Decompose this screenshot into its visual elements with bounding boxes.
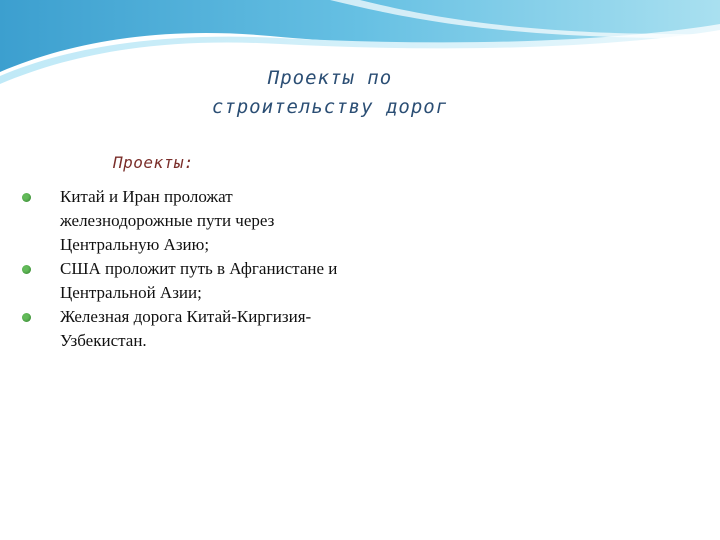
bullet-text-line: США проложит путь в Афганистане и xyxy=(60,259,338,278)
slide-subtitle: Проекты: xyxy=(113,153,195,172)
bullet-item xyxy=(22,305,422,353)
slide-title-line-1: Проекты по xyxy=(267,67,393,89)
bullet-list xyxy=(22,185,422,353)
slide-title xyxy=(150,64,510,122)
bullet-text-line: Китай и Иран проложат xyxy=(60,187,233,206)
bullet-dot-icon xyxy=(22,313,31,322)
bullet-text-line: Центральную Азию; xyxy=(60,235,210,254)
bullet-item xyxy=(22,185,422,257)
bullet-dot-icon xyxy=(22,193,31,202)
slide-title-line-2: строительству дорог xyxy=(211,96,449,118)
bullet-item xyxy=(22,257,422,305)
bullet-text-line: Железная дорога Китай-Киргизия- xyxy=(60,307,312,326)
bullet-dot-icon xyxy=(22,265,31,274)
bullet-text-line: Узбекистан. xyxy=(60,331,147,350)
bullet-text-line: железнодорожные пути через xyxy=(60,211,275,230)
bullet-text-line: Центральной Азии; xyxy=(60,283,202,302)
